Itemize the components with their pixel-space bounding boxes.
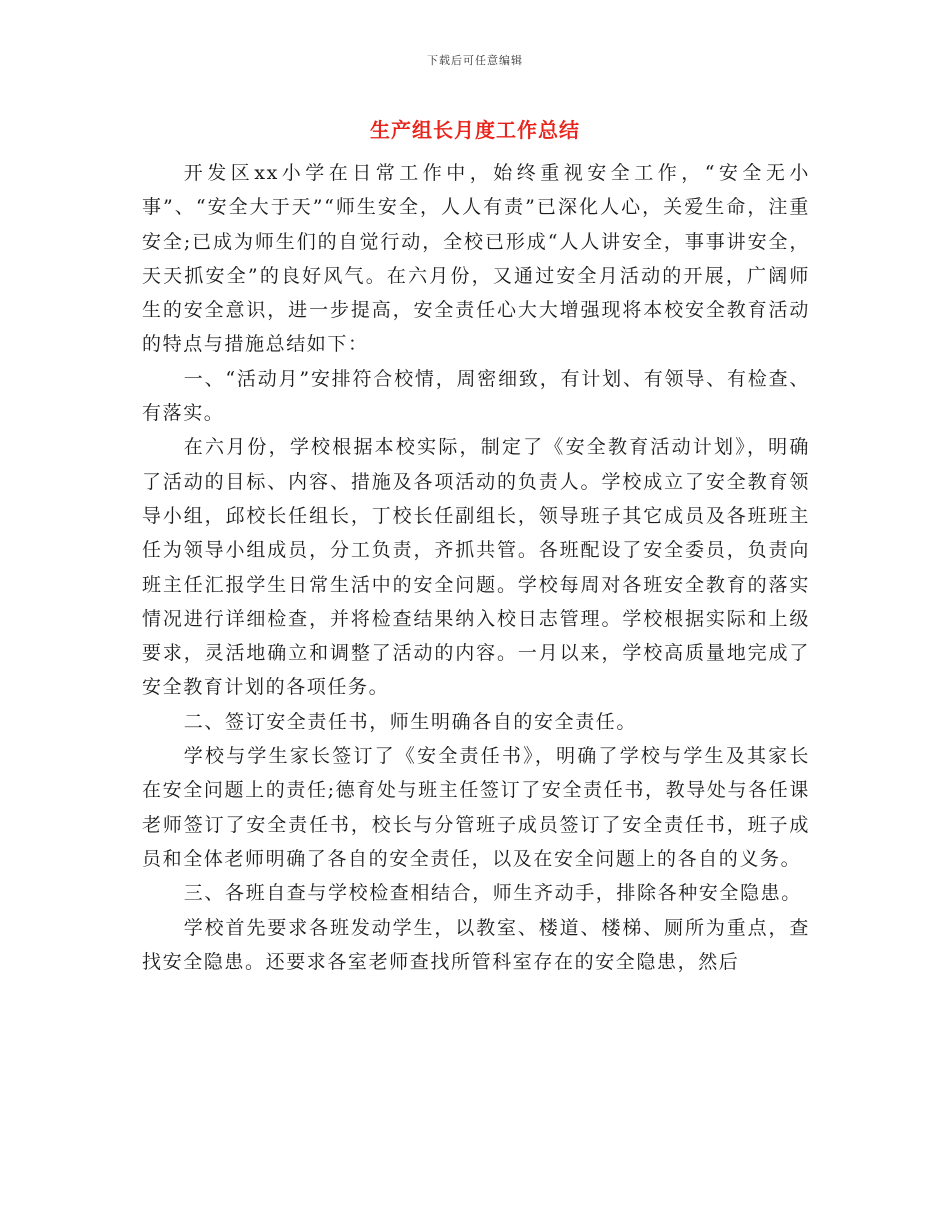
document-title: 生产组长月度工作总结 <box>370 118 580 142</box>
section-heading-2: 二、签订安全责任书，师生明确各自的安全责任。 <box>183 710 637 733</box>
paragraph-section-3: 学校首先要求各班发动学生，以教室、楼道、楼梯、厕所为重点，查找安全隐患。还要求各室老师查找所管科室存在的安全隐患，然后 <box>142 916 810 973</box>
document-body <box>142 156 810 979</box>
header-note: 下载后可任意编辑 <box>427 54 523 67</box>
section-heading-3: 三、各班自查与学校检查相结合，师生齐动手，排除各种安全隐患。 <box>183 882 802 905</box>
paragraph-section-1: 在六月份，学校根据本校实际，制定了《安全教育活动计划》，明确了活动的目标、内容、措施及各项活动的负责人。学校成立了安全教育领导小组，邱校长任组长，丁校长任副组长，领导班子其它成员及各班班主任为领导小组成员，分工负责，齐抓共管。各班配设了安全委员，负责向班主任汇报学生日常生活中的安全问题。学校每周对各班安全教育的落实情况进行详细检查，并将检查结果纳入校日志管理。学校根据实际和上级要求，灵活地确立和调整了活动的内容。一月以来，学校高质量地完成了安全教育计划的各项任务。 <box>142 436 810 699</box>
section-heading-1: 一、“活动月”安排符合校情，周密细致，有计划、有领导、有检查、有落实。 <box>142 367 810 425</box>
paragraph-section-2: 学校与学生家长签订了《安全责任书》，明确了学校与学生及其家长在安全问题上的责任;德育处与班主任签订了安全责任书，教导处与各任课老师签订了安全责任书，校长与分管班子成员签订了安全责任书，班子成员和全体老师明确了各自的安全责任，以及在安全问题上的各自的义务。 <box>142 745 810 870</box>
paragraph-intro: 开发区xx小学在日常工作中，始终重视安全工作，“安全无小事”、“安全大于天”“师生安全，人人有责”已深化人心，关爱生命，注重安全;已成为师生们的自觉行动，全校已形成“人人讲安全，事事讲安全，天天抓安全”的良好风气。在六月份，又通过安全月活动的开展，广阔师生的安全意识，进一步提高，安全责任心大大增强现将本校安全教育活动的特点与措施总结如下： <box>142 162 810 356</box>
